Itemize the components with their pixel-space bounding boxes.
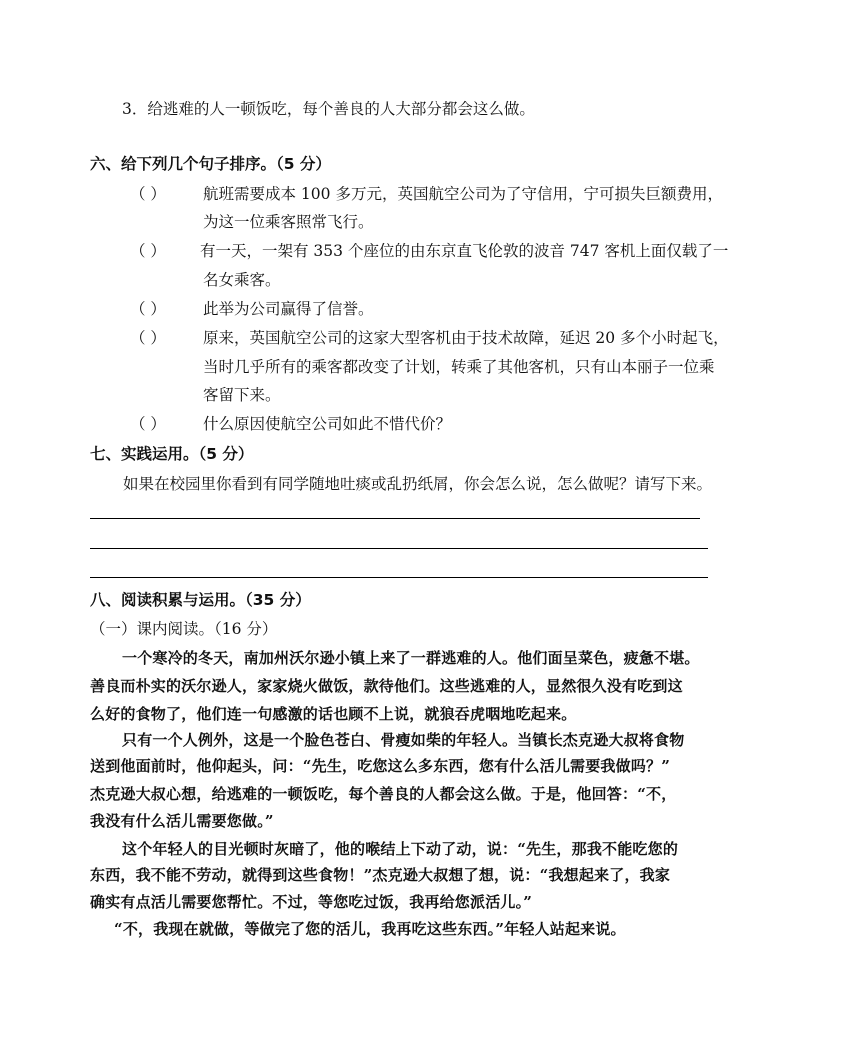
passage-line-9: 东西，我不能不劳动，就得到这些食物！”杰克逊大叔想了想，说：“我想起来了，我家 bbox=[90, 866, 671, 884]
section-7-title: 七、实践运用。（5 分） bbox=[90, 445, 254, 463]
sentence-5-line-1: 什么原因使航空公司如此不惜代价？ bbox=[203, 415, 452, 433]
sentence-2-line-1: 有一天，一架有 353 个座位的由东京直飞伦敦的波音 747 客机上面仅载了一 bbox=[200, 242, 729, 260]
passage-line-6: 杰克逊大叔心想，给逃难的一顿饭吃，每个善良的人都会这么做。于是，他回答：“不， bbox=[90, 785, 677, 803]
answer-line-1[interactable] bbox=[90, 518, 700, 519]
sentence-2-line-2: 名女乘客。 bbox=[203, 271, 281, 289]
answer-line-3[interactable] bbox=[90, 577, 708, 578]
section-6-title: 六、给下列几个句子排序。（5 分） bbox=[90, 155, 331, 173]
passage-line-11: “不，我现在就做，等做完了您的活儿，我再吃这些东西。”年轻人站起来说。 bbox=[114, 920, 626, 938]
answer-line-2[interactable] bbox=[90, 548, 708, 549]
sentence-1-line-2: 为这一位乘客照常飞行。 bbox=[203, 213, 374, 231]
order-blank-4[interactable]: （ ） bbox=[130, 329, 166, 347]
sentence-4-line-3: 客留下来。 bbox=[203, 386, 281, 404]
passage-line-5: 送到他面前时，他仰起头，问：“先生，吃您这么多东西，您有什么活儿需要我做吗？” bbox=[90, 757, 671, 775]
passage-line-1: 一个寒冷的冬天，南加州沃尔逊小镇上来了一群逃难的人。他们面呈菜色，疲惫不堪。 bbox=[122, 649, 700, 667]
sentence-3-line-1: 此举为公司赢得了信誉。 bbox=[203, 300, 374, 318]
order-blank-2[interactable]: （ ） bbox=[130, 242, 166, 260]
passage-line-7: 我没有什么活儿需要您做。” bbox=[90, 812, 274, 830]
item-3: 3．给逃难的人一顿饭吃，每个善良的人大部分都会这么做。 bbox=[122, 100, 535, 118]
passage-line-3: 么好的食物了，他们连一句感激的话也顾不上说，就狼吞虎咽地吃起来。 bbox=[90, 705, 577, 723]
order-blank-1[interactable]: （ ） bbox=[130, 185, 166, 203]
passage-line-8: 这个年轻人的目光顿时灰暗了，他的喉结上下动了动，说：“先生，那我不能吃您的 bbox=[122, 840, 679, 858]
order-blank-3[interactable]: （ ） bbox=[130, 300, 166, 318]
sentence-4-line-1: 原来，英国航空公司的这家大型客机由于技术故障，延迟 20 多个小时起飞， bbox=[203, 329, 729, 347]
sentence-4-line-2: 当时几乎所有的乘客都改变了计划，转乘了其他客机，只有山本丽子一位乘 bbox=[203, 358, 715, 376]
section-8-subtitle: （一）课内阅读。（16 分） bbox=[90, 620, 278, 638]
passage-line-4: 只有一个人例外，这是一个脸色苍白、骨瘦如柴的年轻人。当镇长杰克逊大叔将食物 bbox=[122, 731, 685, 749]
passage-line-2: 善良而朴实的沃尔逊人，家家烧火做饭，款待他们。这些逃难的人，显然很久没有吃到这 bbox=[90, 677, 683, 695]
sentence-1-line-1: 航班需要成本 100 多万元，英国航空公司为了守信用，宁可损失巨额费用， bbox=[203, 185, 723, 203]
order-blank-5[interactable]: （ ） bbox=[130, 415, 166, 433]
section-8-title: 八、阅读积累与运用。（35 分） bbox=[90, 591, 311, 609]
passage-line-10: 确实有点活儿需要您帮忙。不过，等您吃过饭，我再给您派活儿。” bbox=[90, 893, 533, 911]
section-7-prompt: 如果在校园里你看到有同学随地吐痰或乱扔纸屑，你会怎么说，怎么做呢？请写下来。 bbox=[123, 475, 713, 493]
